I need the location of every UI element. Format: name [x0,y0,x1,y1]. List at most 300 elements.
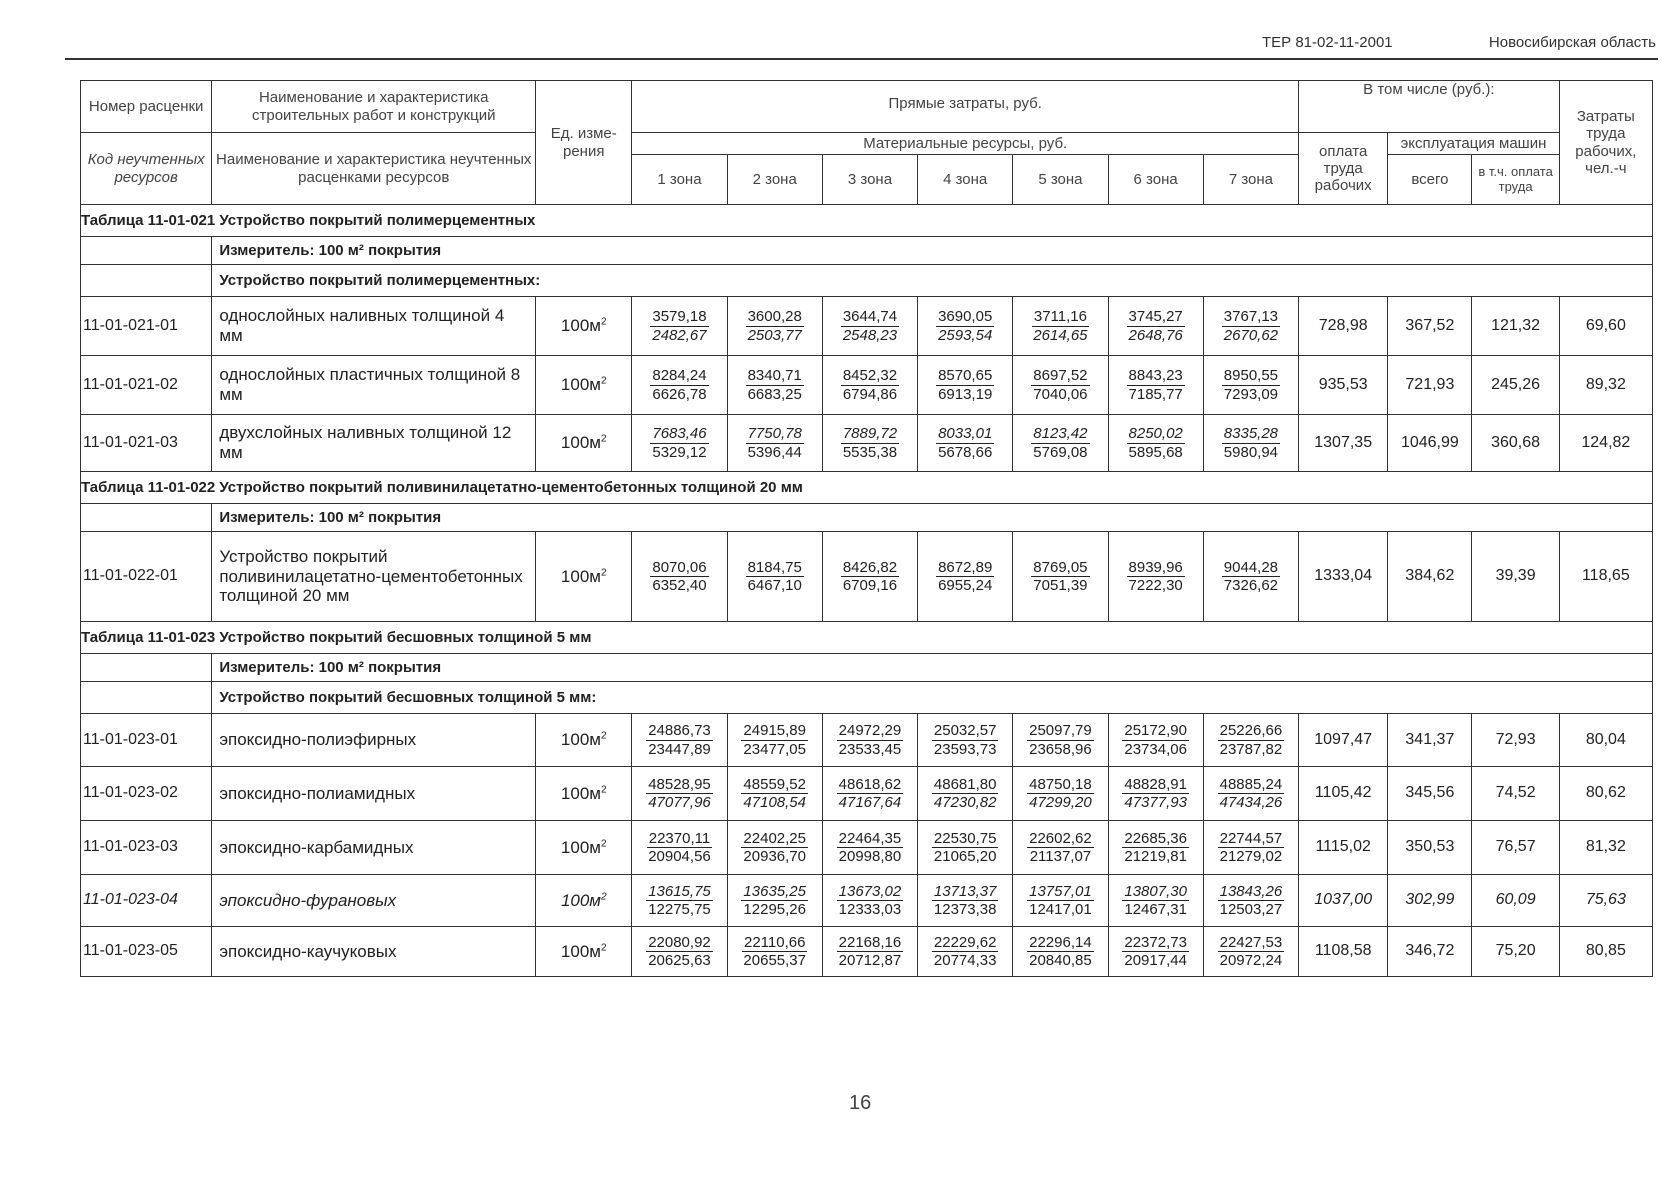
direct-cost-value: 13757,01 [1029,882,1092,900]
material-cost-value: 2648,76 [1128,326,1183,344]
price-code: 11-01-021-02 [81,356,212,415]
zone-price-7 [1203,714,1298,767]
material-cost-value: 2548,23 [842,326,898,344]
table-row [81,767,1653,821]
zone-price-5 [1013,927,1108,977]
direct-cost-value: 48559,52 [743,775,806,793]
material-cost-value: 7051,39 [1033,577,1088,594]
material-cost-value: 20998,80 [838,848,902,865]
value-mach: 1046,99 [1388,415,1472,472]
unit-sup: 2 [600,891,607,903]
work-name: однослойных пластичных толщиной 8 мм [212,356,536,415]
zone-price-7 [1203,767,1298,821]
table-row [81,415,1653,472]
direct-cost-value: 24972,29 [838,722,902,740]
value-wages: 935,53 [1299,356,1388,415]
material-cost-value: 47434,26 [1219,794,1283,811]
value-mach-w: 74,52 [1472,767,1559,821]
material-cost-value: 12333,03 [838,901,902,918]
zone-price-4 [918,821,1013,875]
material-cost-value: 47299,20 [1029,794,1092,811]
material-cost-value: 6352,40 [652,577,707,594]
code-unpriced-label: Код неучтенных ресурсов [87,151,205,186]
material-cost-value: 12417,01 [1029,901,1092,918]
value-wages: 1097,47 [1299,714,1388,767]
table-title: Таблица 11-01-022 Устройство покрытий поливинилацетатно-цементобетонных толщиной 20 мм [81,472,1653,504]
direct-cost-value: 13673,02 [838,882,902,900]
material-cost-value: 47167,64 [838,794,902,811]
material-cost-value: 47377,93 [1124,794,1187,811]
material-cost-value: 23787,82 [1219,740,1283,758]
empty-cell [81,504,212,532]
zone-price-5 [1013,714,1108,767]
price-code: 11-01-023-03 [81,821,212,875]
direct-cost-value: 48528,95 [648,775,711,793]
zone-price-3 [822,767,917,821]
unit-cell [536,927,632,977]
zone-price-2 [727,356,822,415]
material-cost-value: 12373,38 [933,901,997,918]
col-header-labor: Затраты труда рабочих, чел.-ч [1559,81,1652,205]
zone-price-4 [918,297,1013,356]
unit-cell [536,821,632,875]
direct-cost-value: 3767,13 [1223,308,1279,326]
material-cost-value: 23593,73 [933,740,997,758]
unit-label: 100м [560,566,601,586]
work-name: двухслойных наливных толщиной 12 мм [212,415,536,472]
unit-cell [536,767,632,821]
material-cost-value: 21219,81 [1124,848,1187,865]
work-name: эпоксидно-фурановых [212,875,536,927]
direct-cost-value: 8184,75 [747,558,802,576]
material-cost-value: 20917,44 [1124,952,1187,969]
zone-price-1 [632,927,727,977]
value-mach-w: 76,57 [1472,821,1559,875]
material-cost-value: 2593,54 [938,326,993,344]
direct-cost-value: 22372,73 [1124,933,1187,951]
material-cost-value: 23533,45 [838,740,902,758]
zone-header-5: 5 зона [1013,155,1108,205]
empty-cell [81,265,212,297]
material-cost-value: 12503,27 [1219,901,1283,918]
direct-cost-value: 8843,23 [1128,367,1183,385]
direct-cost-value: 8939,96 [1128,558,1183,576]
material-cost-value: 5895,68 [1128,443,1183,461]
unit-cell [536,297,632,356]
work-name: Устройство покрытий поливинилацетатно-цементобетонных толщиной 20 мм [212,532,536,622]
zone-price-6 [1108,821,1203,875]
direct-cost-value: 8452,32 [842,367,898,385]
zone-price-2 [727,714,822,767]
section-subtitle: Устройство покрытий бесшовных толщиной 5 мм: [212,682,1653,714]
col-header-unit: Ед. изме-рения [536,81,632,205]
material-cost-value: 7185,77 [1128,385,1183,403]
unit-cell [536,714,632,767]
value-mach-w: 245,26 [1472,356,1559,415]
direct-cost-value: 8070,06 [652,558,707,576]
direct-cost-value: 3745,27 [1128,308,1183,326]
direct-cost-value: 25226,66 [1219,722,1283,740]
zone-price-2 [727,875,822,927]
value-wages: 1037,00 [1299,875,1388,927]
material-cost-value: 21065,20 [933,848,997,865]
value-wages: 1307,35 [1299,415,1388,472]
zone-price-1 [632,767,727,821]
direct-cost-value: 8570,65 [938,367,993,385]
col-header-mach-total: всего [1388,155,1472,205]
zone-price-4 [918,532,1013,622]
direct-cost-value: 8250,02 [1128,425,1183,443]
zone-header-1: 1 зона [632,155,727,205]
header-rule [65,58,1658,60]
unit-sup: 2 [600,375,607,387]
direct-cost-value: 22744,57 [1219,829,1283,847]
value-labor: 81,32 [1559,821,1652,875]
col-header-incl: В том числе (руб.): [1299,81,1560,133]
meter-label: Измеритель: 100 м² покрытия [212,237,1653,265]
direct-cost-value: 8769,05 [1033,558,1088,576]
price-code: 11-01-021-03 [81,415,212,472]
unit-cell [536,415,632,472]
doc-code: ТЕР 81-02-11-2001 [1262,34,1393,51]
material-cost-value: 6794,86 [842,385,898,403]
value-labor: 124,82 [1559,415,1652,472]
direct-cost-value: 13713,37 [933,882,997,900]
value-mach: 302,99 [1388,875,1472,927]
zone-header-2: 2 зона [727,155,822,205]
direct-cost-value: 22530,75 [933,829,997,847]
direct-cost-value: 22080,92 [648,933,711,951]
value-labor: 89,32 [1559,356,1652,415]
direct-cost-value: 8340,71 [747,367,802,385]
zone-price-6 [1108,415,1203,472]
value-labor: 69,60 [1559,297,1652,356]
value-labor: 75,63 [1559,875,1652,927]
material-cost-value: 2614,65 [1033,326,1088,344]
material-cost-value: 20972,24 [1219,952,1283,969]
work-name: эпоксидно-полиамидных [212,767,536,821]
material-cost-value: 23734,06 [1124,740,1187,758]
material-cost-value: 6913,19 [938,385,993,403]
unit-sup: 2 [600,316,607,328]
material-cost-value: 23477,05 [743,740,806,758]
value-wages: 728,98 [1299,297,1388,356]
table-row [81,875,1653,927]
direct-cost-value: 13807,30 [1124,882,1187,900]
page-number: 16 [849,1092,872,1114]
zone-price-7 [1203,821,1298,875]
zone-price-2 [727,767,822,821]
unit-sup: 2 [600,567,607,579]
unit-label: 100м [560,375,601,395]
value-mach-w: 39,39 [1472,532,1559,622]
price-code: 11-01-022-01 [81,532,212,622]
table-row [81,821,1653,875]
price-code: 11-01-023-02 [81,767,212,821]
material-cost-value: 2482,67 [652,326,707,344]
value-labor: 80,04 [1559,714,1652,767]
unit-label: 100м [560,890,601,910]
material-cost-value: 21279,02 [1219,848,1283,865]
material-cost-value: 2670,62 [1223,326,1279,344]
direct-cost-value: 9044,28 [1223,558,1279,576]
material-cost-value: 23658,96 [1029,740,1092,758]
direct-cost-value: 13635,25 [743,882,806,900]
value-mach: 346,72 [1388,927,1472,977]
direct-cost-value: 22402,25 [743,829,806,847]
work-name: эпоксидно-полиэфирных [212,714,536,767]
col-header-code [81,133,212,205]
zone-price-2 [727,821,822,875]
running-header [1262,34,1656,51]
zone-header-4: 4 зона [918,155,1013,205]
value-mach-w: 60,09 [1472,875,1559,927]
value-mach: 384,62 [1388,532,1472,622]
direct-cost-value: 25032,57 [933,722,997,740]
zone-price-7 [1203,415,1298,472]
zone-price-2 [727,297,822,356]
work-name: однослойных наливных толщиной 4 мм [212,297,536,356]
direct-cost-value: 8950,55 [1223,367,1279,385]
direct-cost-value: 22427,53 [1219,933,1283,951]
zone-price-7 [1203,356,1298,415]
direct-cost-value: 48828,91 [1124,775,1187,793]
direct-cost-value: 13843,26 [1219,882,1283,900]
price-code: 11-01-023-04 [81,875,212,927]
direct-cost-value: 8284,24 [652,367,707,385]
unit-sup: 2 [600,942,607,954]
direct-cost-value: 7889,72 [842,425,898,443]
direct-cost-value: 48885,24 [1219,775,1283,793]
empty-cell [81,682,212,714]
value-labor: 80,62 [1559,767,1652,821]
direct-cost-value: 24886,73 [648,722,711,740]
meter-label: Измеритель: 100 м² покрытия [212,654,1653,682]
unit-sup: 2 [600,784,607,796]
zone-price-2 [727,927,822,977]
zone-price-6 [1108,875,1203,927]
unit-label: 100м [560,316,601,336]
material-cost-value: 6709,16 [842,577,898,594]
zone-price-1 [632,415,727,472]
zone-price-3 [822,875,917,927]
material-cost-value: 5329,12 [652,443,707,461]
direct-cost-value: 3579,18 [652,308,707,326]
direct-cost-value: 25097,79 [1029,722,1092,740]
direct-cost-value: 7750,78 [747,425,802,443]
zone-price-5 [1013,297,1108,356]
unit-sup: 2 [600,730,607,742]
zone-price-6 [1108,356,1203,415]
table-row [81,356,1653,415]
material-cost-value: 2503,77 [747,326,802,344]
value-wages: 1333,04 [1299,532,1388,622]
col-header-direct [632,81,1299,133]
material-cost-value: 5535,38 [842,443,898,461]
zone-price-5 [1013,356,1108,415]
zone-price-7 [1203,532,1298,622]
empty-cell [81,654,212,682]
zone-header-7: 7 зона [1203,155,1298,205]
material-cost-value: 7293,09 [1223,385,1279,403]
value-wages: 1108,58 [1299,927,1388,977]
value-mach-w: 72,93 [1472,714,1559,767]
zone-price-4 [918,415,1013,472]
table-row [81,714,1653,767]
zone-price-5 [1013,415,1108,472]
direct-cost-value: 22464,35 [838,829,902,847]
zone-price-4 [918,356,1013,415]
material-cost-value: 20904,56 [648,848,711,865]
col-header-material: Материальные ресурсы, руб. [632,133,1299,155]
col-header-wages: оплата труда рабочих [1299,133,1388,205]
material-cost-value: 5396,44 [747,443,802,461]
table-row [81,927,1653,977]
col-header-mach-wages: в т.ч. оплата труда [1472,155,1559,205]
value-mach: 341,37 [1388,714,1472,767]
unit-cell [536,532,632,622]
direct-cost-value: 48681,80 [933,775,997,793]
direct-cost-value: 3600,28 [747,308,802,326]
zone-price-5 [1013,821,1108,875]
price-code: 11-01-023-05 [81,927,212,977]
zone-price-7 [1203,297,1298,356]
material-cost-value: 47108,54 [743,794,806,811]
zone-price-6 [1108,532,1203,622]
zone-price-7 [1203,927,1298,977]
direct-cost-value: 22229,62 [933,933,997,951]
material-cost-value: 20655,37 [743,952,806,969]
direct-cost-value: 22110,66 [743,933,806,951]
region-name: Новосибирская область [1488,34,1656,51]
direct-cost-value: 3690,05 [938,308,993,326]
zone-price-3 [822,714,917,767]
direct-cost-value: 22602,62 [1029,829,1092,847]
zone-price-4 [918,767,1013,821]
value-mach: 367,52 [1388,297,1472,356]
unit-sup: 2 [600,433,607,445]
value-mach: 721,93 [1388,356,1472,415]
zone-price-3 [822,415,917,472]
unit-cell [536,356,632,415]
table-row [81,532,1653,622]
material-cost-value: 7040,06 [1033,385,1088,403]
zone-price-3 [822,532,917,622]
work-name: эпоксидно-карбамидных [212,821,536,875]
table-title: Таблица 11-01-023 Устройство покрытий бесшовных толщиной 5 мм [81,622,1653,654]
unit-label: 100м [560,837,601,857]
direct-cost-value: 13615,75 [648,882,711,900]
material-cost-value: 5678,66 [938,443,993,461]
unit-label: 100м [560,941,601,961]
zone-price-6 [1108,714,1203,767]
material-cost-value: 6626,78 [652,385,707,403]
material-cost-value: 47077,96 [648,794,711,811]
zone-price-1 [632,356,727,415]
direct-cost-value: 22168,16 [838,933,902,951]
value-mach-w: 75,20 [1472,927,1559,977]
material-cost-value: 20625,63 [648,952,711,969]
zone-price-5 [1013,532,1108,622]
zone-price-5 [1013,875,1108,927]
material-cost-value: 5769,08 [1033,443,1088,461]
work-name: эпоксидно-каучуковых [212,927,536,977]
zone-price-3 [822,297,917,356]
value-mach: 350,53 [1388,821,1472,875]
zone-header-6: 6 зона [1108,155,1203,205]
direct-costs-label: Прямые затраты, руб. [888,95,1042,112]
material-cost-value: 20840,85 [1029,952,1092,969]
zone-price-2 [727,415,822,472]
zone-price-3 [822,356,917,415]
price-code: 11-01-023-01 [81,714,212,767]
zone-price-1 [632,714,727,767]
zone-price-4 [918,714,1013,767]
direct-cost-value: 25172,90 [1124,722,1187,740]
zone-price-1 [632,297,727,356]
zone-price-6 [1108,927,1203,977]
direct-cost-value: 8672,89 [938,558,993,576]
direct-cost-value: 8123,42 [1033,425,1088,443]
material-cost-value: 5980,94 [1223,443,1279,461]
direct-cost-value: 8426,82 [842,558,898,576]
direct-cost-value: 3644,74 [842,308,898,326]
direct-cost-value: 3711,16 [1033,308,1087,326]
zone-price-6 [1108,767,1203,821]
material-cost-value: 20936,70 [743,848,806,865]
value-wages: 1115,02 [1299,821,1388,875]
zone-header-3: 3 зона [822,155,917,205]
empty-cell [81,237,212,265]
col-header-num: Номер расценки [81,81,212,133]
material-cost-value: 6467,10 [747,577,802,594]
unit-sup: 2 [600,838,607,850]
value-mach-w: 121,32 [1472,297,1559,356]
meter-label: Измеритель: 100 м² покрытия [212,504,1653,532]
section-subtitle: Устройство покрытий полимерцементных: [212,265,1653,297]
direct-cost-value: 48618,62 [838,775,902,793]
value-mach-w: 360,68 [1472,415,1559,472]
material-cost-value: 12275,75 [648,901,711,918]
direct-cost-value: 8697,52 [1033,367,1088,385]
material-cost-value: 7222,30 [1128,577,1183,594]
material-cost-value: 12467,31 [1124,901,1187,918]
value-mach: 345,56 [1388,767,1472,821]
material-cost-value: 21137,07 [1029,848,1092,865]
material-cost-value: 20712,87 [838,952,902,969]
zone-price-3 [822,927,917,977]
zone-price-3 [822,821,917,875]
material-cost-value: 6955,24 [938,577,993,594]
unit-label: 100м [560,433,601,453]
direct-cost-value: 24915,89 [743,722,806,740]
unit-label: 100м [560,730,601,750]
material-cost-value: 7326,62 [1223,577,1279,594]
zone-price-4 [918,875,1013,927]
zone-price-4 [918,927,1013,977]
price-code: 11-01-021-01 [81,297,212,356]
direct-cost-value: 8033,01 [938,425,993,443]
price-table [80,80,1653,977]
col-header-name-unpriced: Наименование и характеристика неучтенных расценками ресурсов [212,133,536,205]
table-row [81,297,1653,356]
direct-cost-value: 8335,28 [1223,425,1279,443]
value-labor: 80,85 [1559,927,1652,977]
material-cost-value: 20774,33 [933,952,997,969]
material-cost-value: 23447,89 [648,740,711,758]
col-header-machines: эксплуатация машин [1388,133,1559,155]
material-cost-value: 6683,25 [747,385,802,403]
